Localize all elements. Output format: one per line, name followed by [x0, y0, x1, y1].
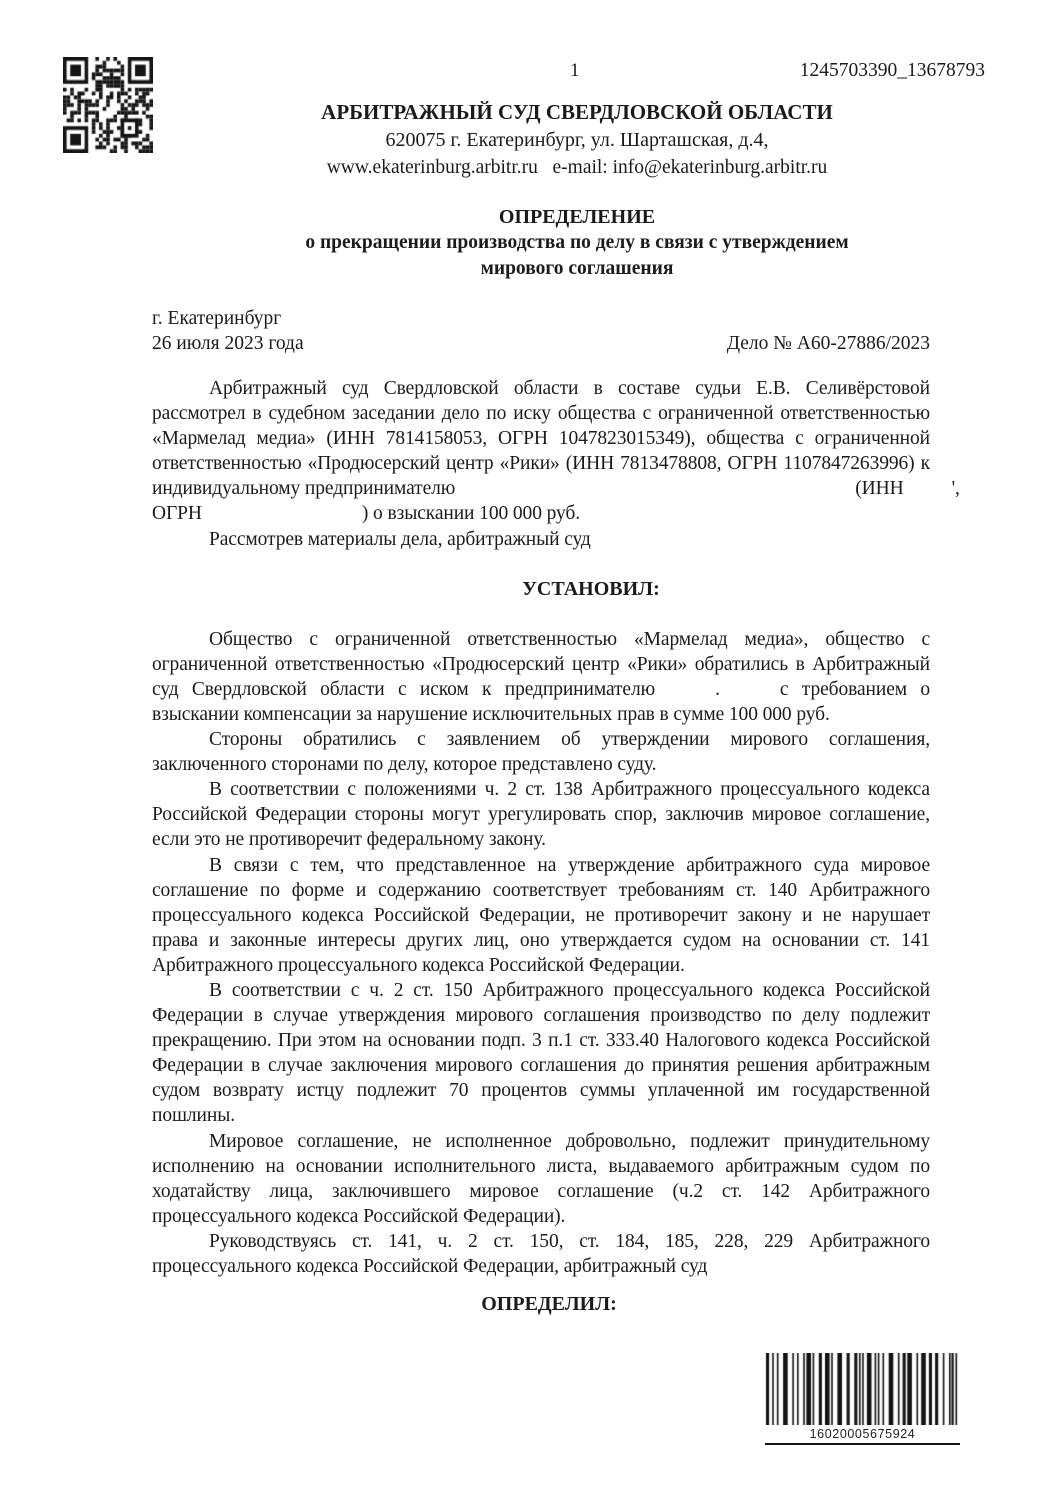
text-line: Рассмотрев материалы дела, арбитражный суд [209, 528, 591, 550]
text-segment: (ИНН [855, 478, 904, 500]
text-line: Общество с ограниченной ответственностью «Мармелад медиа», общество с [209, 628, 930, 650]
text-line: Стороны обратились с заявлением об утверждении мирового соглашения, [209, 729, 930, 751]
text-line: рассмотрел в судебном заседании дело по иску общества с ограниченной ответственностью [152, 403, 930, 425]
text-line: если это не противоречит федеральному закону. [152, 829, 546, 851]
case-number: Дело № А60-27886/2023 [726, 333, 930, 354]
barcode [765, 1353, 960, 1445]
page-number: 1 [570, 60, 580, 81]
text-segment: ) о взыскании 100 000 руб. [361, 503, 580, 525]
case-meta [152, 306, 930, 356]
paragraph [152, 1229, 930, 1279]
text-line [152, 476, 960, 501]
document-id: 1245703390_13678793 [799, 60, 985, 81]
text-line: исполнению на основании исполнительного листа, выдаваемого арбитражным судом по [152, 1155, 930, 1177]
text-line: Федерации в случае заключения мирового соглашения до принятия решения арбитражным [152, 1055, 930, 1077]
paragraph [152, 853, 930, 978]
text-segment: индивидуальному предпринимателю [152, 478, 456, 500]
intro-paragraphs [152, 376, 960, 552]
text-segment: с требованием о [779, 678, 931, 700]
document-content [152, 0, 960, 1317]
barcode-number: 16020005675924 [809, 1427, 916, 1441]
text-line: пошлины. [152, 1105, 235, 1127]
text-line: заключенного сторонами по делу, которое представлено суду. [152, 754, 657, 776]
text-line: ходатайству лица, заключившего мировое соглашение (ч.2 ст. 142 Арбитражного [152, 1180, 930, 1202]
qr-code [63, 57, 153, 153]
text-segment: . [715, 678, 720, 700]
text-line: процессуального кодекса Российской Федерации). [152, 1205, 566, 1227]
title-main: ОПРЕДЕЛЕНИЕ [498, 206, 656, 228]
text-line: В соответствии с положениями ч. 2 ст. 138 Арбитражного процессуального кодекса [209, 779, 930, 801]
text-line: Арбитражного процессуального кодекса Российской Федерации. [152, 954, 685, 976]
text-line: Руководствуясь ст. 141, ч. 2 ст. 150, ст. 184, 185, 228, 229 Арбитражного [209, 1230, 930, 1252]
text-line: взыскании компенсации за нарушение исключительных прав в сумме 100 000 руб. [152, 703, 830, 725]
section-heading-established: УСТАНОВИЛ: [522, 577, 660, 600]
text-line: права и законные интересы других лиц, оно утверждается судом на основании ст. 141 [152, 929, 930, 951]
court-contacts: www.ekaterinburg.arbitr.ru e-mail: info@ekaterinburg.arbitr.ru [326, 157, 828, 178]
text-line: ограниченной ответственностью «Продюсерский центр «Рики» обратились в Арбитражный [152, 653, 930, 675]
text-line: судом возврату истцу подлежит 70 процентов суммы уплаченной им государственной [152, 1080, 930, 1102]
text-line: процессуального кодекса Российской Федерации, арбитражный суд [152, 1256, 708, 1277]
text-line: ответственностью «Продюсерский центр «Рики» (ИНН 7813478808, ОГРН 1107847263996) к [152, 453, 930, 475]
date: 26 июля 2023 года [152, 333, 304, 354]
text-line [152, 677, 930, 702]
court-name: АРБИТРАЖНЫЙ СУД СВЕРДЛОВСКОЙ ОБЛАСТИ [321, 100, 833, 124]
paragraph [152, 627, 930, 727]
text-line: процессуального кодекса Российской Федерации, не противоречит закону и не нарушает [152, 904, 930, 926]
title-subtitle-2: мирового соглашения [480, 258, 674, 279]
paragraph [152, 978, 930, 1129]
document-title [188, 204, 966, 282]
text-segment: ', [951, 478, 960, 500]
court-address: 620075 г. Екатеринбург, ул. Шарташская, д.4, [385, 129, 769, 151]
text-line: Российской Федерации стороны могут урегулировать спор, заключив мировое соглашение, [152, 804, 930, 826]
text-segment: суд Свердловской области с иском к предпринимателю [152, 678, 656, 700]
city: г. Екатеринбург [152, 308, 282, 329]
paragraph [152, 1129, 930, 1229]
text-line: «Мармелад медиа» (ИНН 7814158053, ОГРН 1047823015349), общества с ограниченной [152, 428, 930, 450]
paragraph [152, 527, 930, 552]
text-line: Арбитражный суд Свердловской области в составе судьи Е.В. Селивёрстовой [209, 378, 930, 399]
text-segment: ОГРН [152, 503, 202, 525]
paragraph [152, 777, 930, 852]
document-body [152, 376, 960, 1317]
title-subtitle-1: о прекращении производства по делу в связи с утверждением [305, 232, 849, 253]
text-line: В соответствии с ч. 2 ст. 150 Арбитражного процессуального кодекса Российской [209, 979, 930, 1001]
main-paragraphs [152, 627, 930, 1279]
section-heading-ruled: ОПРЕДЕЛИЛ: [481, 1293, 617, 1316]
court-header [188, 98, 966, 182]
paragraph [152, 376, 960, 527]
text-line: соглашение по форме и содержанию соответствует требованиям ст. 140 Арбитражного [152, 879, 930, 901]
text-line [152, 501, 930, 526]
date-case-row [152, 331, 930, 356]
barcode-bars [765, 1353, 958, 1425]
paragraph [152, 727, 930, 777]
text-line: Федерации в случае утверждения мирового соглашения производство по делу подлежит [152, 1005, 930, 1027]
text-line: Мировое соглашение, не исполненное добровольно, подлежит принудительному [209, 1130, 930, 1152]
text-line: В связи с тем, что представленное на утверждение арбитражного суда мировое [209, 854, 930, 876]
text-line: прекращению. При этом на основании подп. 3 п.1 ст. 333.40 Налогового кодекса Российской [152, 1030, 930, 1052]
